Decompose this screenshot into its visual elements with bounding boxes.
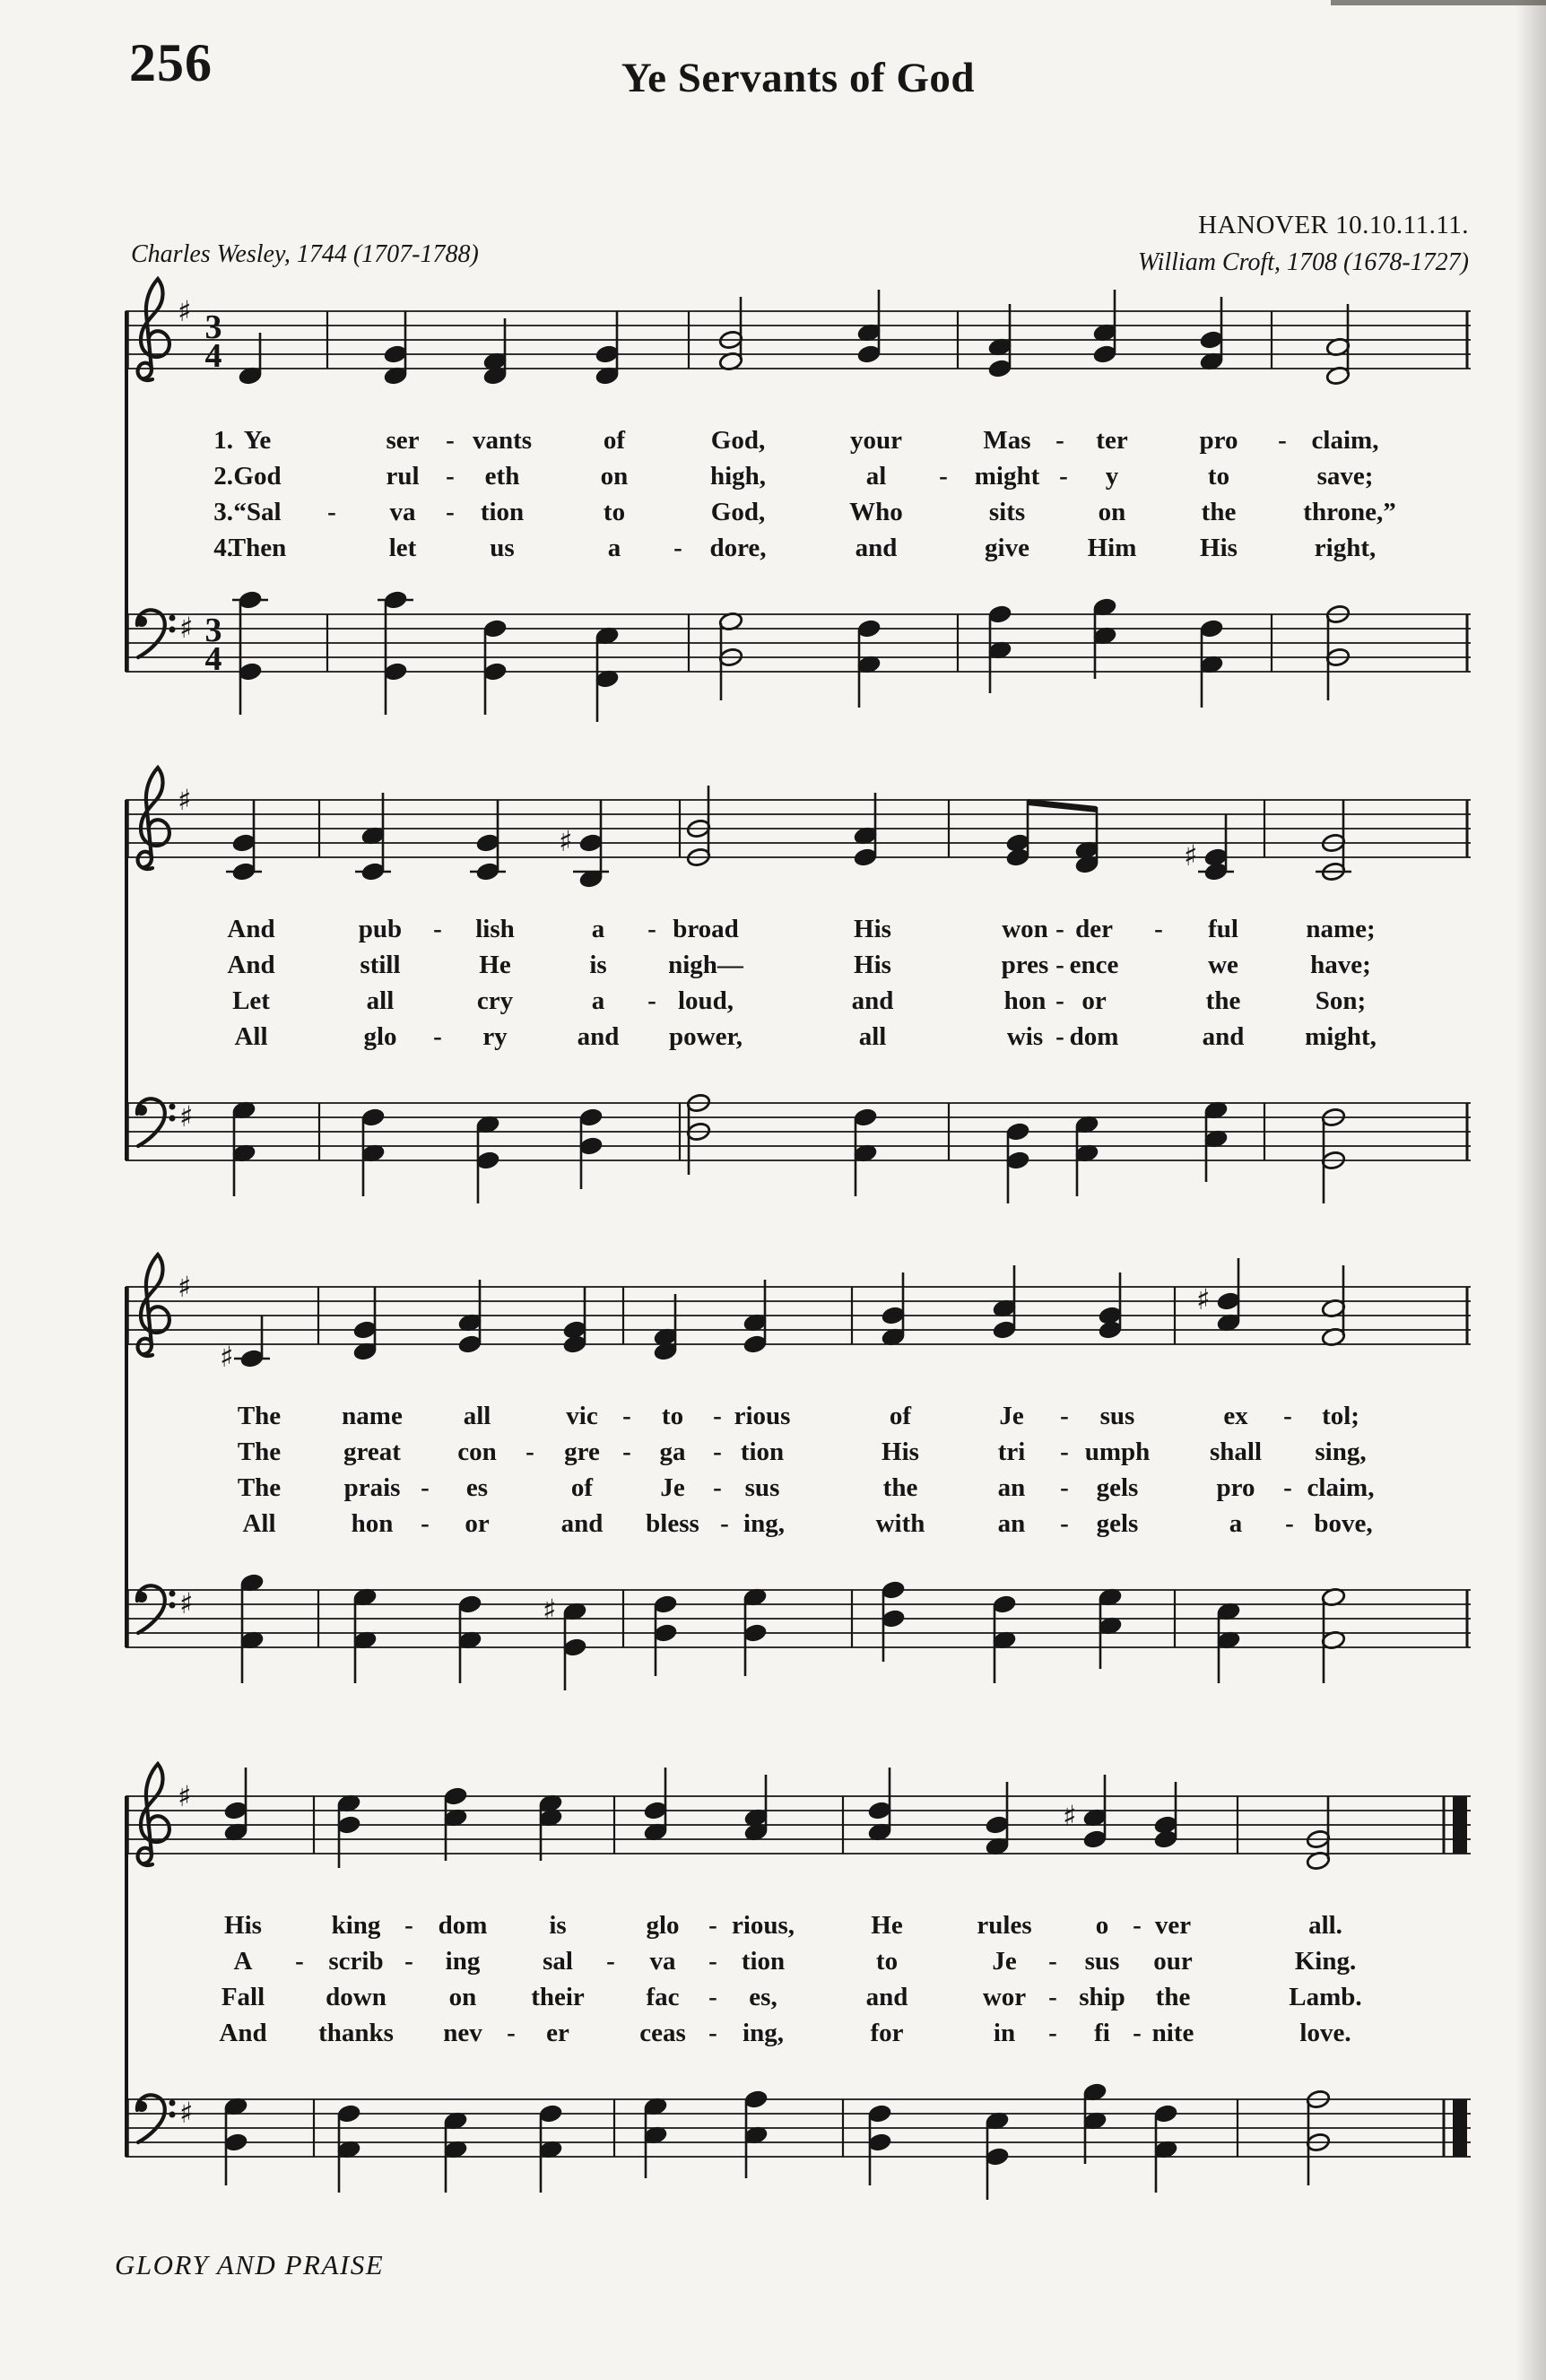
lyric-syllable: glo (646, 1911, 680, 1940)
lyric-syllable: might (974, 462, 1040, 491)
lyric-syllable: on (1098, 498, 1126, 526)
lyric-syllable: Ye (243, 426, 272, 455)
lyric-syllable: claim, (1311, 426, 1379, 455)
lyric-syllable: God, (710, 426, 766, 455)
lyric-syllable: of (889, 1402, 912, 1430)
lyric-syllable: on (448, 1983, 477, 2011)
lyric-syllable: is (589, 951, 607, 979)
treble-clef-icon (138, 279, 169, 380)
lyric-syllable: es (465, 1473, 489, 1502)
lyric-syllable: ex (1223, 1402, 1248, 1430)
lyric-syllable: Then (228, 534, 287, 562)
lyric-syllable: prais (343, 1473, 401, 1502)
lyric-syllable: - (1048, 1983, 1057, 2011)
lyric-syllable: give (985, 534, 1029, 562)
lyric-syllable: rul (386, 462, 420, 491)
lyric-syllable: - (1059, 462, 1068, 491)
bass-staff (126, 569, 1471, 740)
lyric-syllable: ence (1069, 951, 1119, 979)
lyric-syllable: - (1060, 1509, 1069, 1538)
lyric-syllable: - (720, 1509, 729, 1538)
author-credit: Charles Wesley, 1744 (1707-1788) (131, 240, 479, 268)
lyric-syllable: an (997, 1509, 1026, 1538)
final-barline (1453, 2099, 1467, 2157)
lyric-syllable: fi (1094, 2019, 1110, 2047)
lyric-syllable: And (219, 2019, 267, 2047)
lyric-syllable: sing, (1315, 1438, 1367, 1466)
lyric-syllable: tion (480, 498, 525, 526)
lyric-syllable: es, (749, 1983, 777, 2011)
lyric-syllable: all (366, 986, 395, 1015)
lyric-line (126, 1947, 1471, 1983)
lyric-syllable: - (1055, 915, 1064, 943)
lyric-syllable: o (1095, 1911, 1109, 1940)
lyric-syllable: gre (564, 1438, 600, 1466)
lyric-syllable: - (713, 1402, 722, 1430)
lyric-syllable: name (342, 1402, 403, 1430)
lyric-syllable: ceas (639, 2019, 686, 2047)
treble-staff (126, 755, 1471, 925)
lyric-syllable: pres (1001, 951, 1049, 979)
lyric-syllable: ser (386, 426, 420, 455)
lyric-syllable: a (607, 534, 621, 562)
lyric-syllable: Lamb. (1289, 1983, 1362, 2011)
lyric-syllable: vants (472, 426, 533, 455)
lyric-syllable: And (227, 951, 275, 979)
lyric-syllable: the (1205, 986, 1241, 1015)
verse-number: 2. (213, 462, 233, 491)
lyric-line (126, 1473, 1471, 1509)
key-signature-sharp: ♯ (179, 1099, 194, 1134)
lyric-syllable: All (234, 1022, 268, 1051)
lyric-syllable: - (295, 1947, 304, 1976)
lyric-syllable: sits (988, 498, 1026, 526)
lyric-syllable: dore, (709, 534, 767, 562)
lyric-syllable: ship (1079, 1983, 1125, 2011)
lyric-syllable: - (525, 1438, 534, 1466)
lyric-syllable: sus (744, 1473, 780, 1502)
verse-number: 1. (213, 426, 233, 455)
lyric-syllable: their (531, 1983, 585, 2011)
lyric-syllable: A (233, 1947, 253, 1976)
key-signature-sharp: ♯ (178, 1779, 192, 1813)
lyric-syllable: lish (475, 915, 515, 943)
lyric-syllable: - (446, 498, 455, 526)
eighth-note-beam (1028, 799, 1097, 812)
lyric-line (126, 426, 1471, 462)
lyric-syllable: con (457, 1438, 497, 1466)
time-signature-denominator: 4 (204, 640, 222, 678)
lyric-line (126, 1438, 1471, 1473)
lyric-syllable: tion (741, 1947, 786, 1976)
lyric-syllable: - (421, 1509, 430, 1538)
lyric-syllable: your (850, 426, 902, 455)
lyric-syllable: tion (740, 1438, 785, 1466)
lyric-syllable: - (404, 1947, 413, 1976)
lyric-syllable: - (1055, 986, 1064, 1015)
lyric-syllable: - (1285, 1509, 1294, 1538)
page-title: Ye Servants of God (621, 55, 976, 101)
lyric-syllable: all. (1308, 1911, 1342, 1940)
verse-number: 3. (213, 498, 233, 526)
lyric-syllable: dom (1069, 1022, 1119, 1051)
music-system-2 (126, 755, 1471, 1196)
lyric-syllable: - (327, 498, 336, 526)
lyric-line (126, 915, 1471, 951)
lyric-syllable: - (713, 1473, 722, 1502)
lyric-syllable: “Sal (233, 498, 282, 526)
lyric-syllable: - (1283, 1473, 1292, 1502)
lyric-syllable: or (465, 1509, 490, 1538)
lyric-syllable: - (1048, 1947, 1057, 1976)
lyrics-block (126, 1906, 1471, 2054)
lyric-syllable: ry (482, 1022, 508, 1051)
lyric-syllable: - (446, 426, 455, 455)
lyric-syllable: sus (1084, 1947, 1120, 1976)
lyric-syllable: high, (709, 462, 767, 491)
lyric-syllable: pro (1199, 426, 1238, 455)
lyric-syllable: hon (1003, 986, 1047, 1015)
lyric-syllable: a (591, 986, 605, 1015)
treble-clef-icon (138, 1764, 169, 1865)
lyric-syllable: in (993, 2019, 1016, 2047)
lyric-syllable: wor (982, 1983, 1027, 2011)
lyric-syllable: gels (1096, 1473, 1139, 1502)
lyric-syllable: - (708, 1983, 717, 2011)
lyric-syllable: and (560, 1509, 604, 1538)
lyric-syllable: ing (445, 1947, 481, 1976)
lyric-syllable: The (237, 1402, 282, 1430)
lyric-syllable: might, (1305, 1022, 1377, 1051)
lyric-syllable: - (708, 1947, 717, 1976)
lyric-syllable: Let (232, 986, 270, 1015)
lyric-line (126, 498, 1471, 534)
lyric-syllable: us (490, 534, 515, 562)
lyric-syllable: - (708, 2019, 717, 2047)
lyric-syllable: fac (646, 1983, 680, 2011)
lyric-syllable: Fall (221, 1983, 265, 2011)
sharp-accidental: ♯ (1063, 1799, 1077, 1833)
lyric-syllable: der (1075, 915, 1113, 943)
lyric-syllable: sus (1099, 1402, 1135, 1430)
lyric-syllable: - (1154, 915, 1163, 943)
lyric-syllable: throne,” (1303, 498, 1396, 526)
lyric-syllable: to (603, 498, 626, 526)
lyric-syllable: wis (1006, 1022, 1044, 1051)
lyric-syllable: vic (566, 1402, 598, 1430)
music-system-3 (126, 1242, 1471, 1683)
lyric-syllable: shall (1209, 1438, 1263, 1466)
lyric-syllable: - (622, 1438, 631, 1466)
lyric-syllable: - (708, 1911, 717, 1940)
lyric-line (126, 1022, 1471, 1058)
lyric-syllable: umph (1084, 1438, 1151, 1466)
bass-staff (126, 1545, 1471, 1716)
lyric-syllable: His (1200, 534, 1238, 562)
lyric-syllable: - (404, 1911, 413, 1940)
lyric-syllable: bless (646, 1509, 699, 1538)
bass-staff (126, 1058, 1471, 1229)
lyric-syllable: - (647, 986, 656, 1015)
lyric-syllable: an (997, 1473, 1026, 1502)
lyric-line (126, 951, 1471, 986)
lyric-syllable: is (549, 1911, 567, 1940)
key-signature-sharp: ♯ (179, 611, 194, 645)
lyric-line (126, 1509, 1471, 1545)
lyric-syllable: dom (438, 1911, 488, 1940)
lyric-syllable: And (227, 915, 275, 943)
lyric-syllable: God (233, 462, 282, 491)
lyric-syllable: ter (1096, 426, 1128, 455)
sharp-accidental: ♯ (559, 824, 573, 858)
section-footer: GLORY AND PRAISE (115, 2249, 385, 2280)
lyric-syllable: - (1060, 1402, 1069, 1430)
lyric-syllable: ful (1208, 915, 1238, 943)
lyrics-block (126, 421, 1471, 569)
lyric-syllable: broad (673, 915, 739, 943)
lyric-syllable: bove, (1314, 1509, 1373, 1538)
sharp-accidental: ♯ (220, 1340, 234, 1374)
lyric-syllable: claim, (1307, 1473, 1375, 1502)
treble-clef-icon (138, 768, 169, 869)
bass-clef-icon (136, 610, 176, 657)
key-signature-sharp: ♯ (178, 783, 192, 817)
lyric-syllable: to (661, 1402, 684, 1430)
lyric-syllable: sal (543, 1947, 573, 1976)
lyric-syllable: nigh— (668, 951, 743, 979)
lyric-syllable: - (673, 534, 682, 562)
key-signature-sharp: ♯ (178, 294, 192, 328)
lyric-syllable: - (433, 915, 442, 943)
lyric-syllable: His (882, 1438, 919, 1466)
bass-clef-icon (136, 1099, 176, 1146)
sharp-accidental: ♯ (1196, 1282, 1211, 1316)
tune-name: HANOVER 10.10.11.11. (1198, 211, 1469, 239)
lyric-syllable: - (606, 1947, 615, 1976)
sharp-accidental: ♯ (543, 1593, 557, 1627)
lyric-syllable: scrib (328, 1947, 384, 1976)
lyric-line (126, 2019, 1471, 2054)
lyric-line (126, 462, 1471, 498)
lyric-syllable: our (1153, 1947, 1193, 1976)
lyric-syllable: and (1202, 1022, 1245, 1051)
lyric-syllable: - (433, 1022, 442, 1051)
lyric-syllable: - (1048, 2019, 1057, 2047)
lyric-syllable: tol; (1322, 1402, 1359, 1430)
lyric-syllable: - (446, 462, 455, 491)
lyric-syllable: The (237, 1473, 282, 1502)
lyric-syllable: y (1105, 462, 1119, 491)
lyric-syllable: the (1201, 498, 1237, 526)
lyrics-block (126, 1396, 1471, 1545)
lyric-syllable: and (855, 534, 898, 562)
lyric-syllable: - (1283, 1402, 1292, 1430)
treble-clef-icon (138, 1255, 169, 1356)
lyric-syllable: God, (710, 498, 766, 526)
lyric-syllable: love. (1299, 2019, 1351, 2047)
lyric-syllable: - (939, 462, 948, 491)
bass-clef-icon (136, 1585, 176, 1633)
lyric-syllable: on (600, 462, 629, 491)
lyric-syllable: - (421, 1473, 430, 1502)
lyric-syllable: save; (1316, 462, 1374, 491)
lyric-syllable: nite (1151, 2019, 1194, 2047)
lyric-syllable: pub (358, 915, 403, 943)
lyric-syllable: ga (659, 1438, 686, 1466)
lyric-syllable: power, (669, 1022, 743, 1051)
lyric-syllable: al (865, 462, 887, 491)
bass-staff (126, 2054, 1471, 2225)
lyric-syllable: glo (363, 1022, 397, 1051)
lyric-syllable: - (1055, 1022, 1064, 1051)
lyric-syllable: have; (1310, 951, 1371, 979)
lyric-syllable: gels (1096, 1509, 1139, 1538)
lyric-syllable: pro (1216, 1473, 1255, 1502)
key-signature-sharp: ♯ (179, 1586, 194, 1620)
lyric-syllable: great (343, 1438, 401, 1466)
time-signature-numerator: 3 (204, 308, 222, 346)
lyric-syllable: The (237, 1438, 282, 1466)
lyric-syllable: - (1133, 1911, 1142, 1940)
treble-staff (126, 1751, 1471, 1922)
hymn-number: 256 (129, 33, 213, 92)
music-system-1 (126, 266, 1471, 708)
lyric-syllable: ing, (743, 2019, 784, 2047)
treble-staff (126, 1242, 1471, 1412)
lyric-syllable: rious, (731, 1911, 795, 1940)
lyric-syllable: Je (999, 1402, 1024, 1430)
lyric-syllable: - (1055, 426, 1064, 455)
lyric-syllable: cry (476, 986, 514, 1015)
lyric-syllable: a (1229, 1509, 1243, 1538)
lyric-syllable: Je (660, 1473, 685, 1502)
lyric-syllable: to (875, 1947, 899, 1976)
lyric-syllable: eth (484, 462, 520, 491)
lyric-syllable: ing, (743, 1509, 785, 1538)
lyric-syllable: all (858, 1022, 887, 1051)
time-signature-denominator: 4 (204, 337, 222, 375)
lyric-syllable: and (851, 986, 894, 1015)
lyric-line (126, 986, 1471, 1022)
lyric-syllable: - (1278, 426, 1287, 455)
lyric-syllable: with (875, 1509, 925, 1538)
lyric-syllable: - (713, 1438, 722, 1466)
lyric-syllable: King. (1294, 1947, 1357, 1976)
lyric-line (126, 1911, 1471, 1947)
lyric-syllable: won (1002, 915, 1048, 943)
lyric-syllable: or (1081, 986, 1107, 1015)
lyric-line (126, 1402, 1471, 1438)
lyric-syllable: ver (1154, 1911, 1192, 1940)
lyric-syllable: va (389, 498, 416, 526)
key-signature-sharp: ♯ (178, 1270, 192, 1304)
lyric-syllable: to (1207, 462, 1230, 491)
lyric-syllable: tri (997, 1438, 1026, 1466)
lyric-syllable: His (224, 1911, 262, 1940)
lyric-syllable: - (1060, 1438, 1069, 1466)
bass-clef-icon (136, 2095, 176, 2142)
lyric-syllable: va (649, 1947, 676, 1976)
lyric-syllable: of (570, 1473, 594, 1502)
lyric-syllable: Je (992, 1947, 1017, 1976)
lyric-syllable: thanks (318, 2019, 394, 2047)
lyric-syllable: He (479, 951, 511, 979)
key-signature-sharp: ♯ (179, 2096, 194, 2130)
verse-number: 4. (213, 534, 233, 562)
lyric-syllable: All (242, 1509, 276, 1538)
lyric-syllable: Mas (983, 426, 1031, 455)
lyric-syllable: and (577, 1022, 620, 1051)
lyric-syllable: rules (977, 1911, 1032, 1940)
lyric-syllable: name; (1306, 915, 1376, 943)
lyric-syllable: right, (1314, 534, 1377, 562)
lyric-syllable: Son; (1315, 986, 1367, 1015)
lyric-syllable: and (865, 1983, 908, 2011)
lyric-syllable: - (647, 915, 656, 943)
lyric-syllable: His (854, 915, 891, 943)
lyric-syllable: king (331, 1911, 381, 1940)
composer-credit: William Croft, 1708 (1678-1727) (1137, 248, 1469, 276)
lyric-line (126, 534, 1471, 569)
lyric-syllable: rious (734, 1402, 791, 1430)
lyric-syllable: still (360, 951, 401, 979)
treble-staff (126, 266, 1471, 437)
scan-edge-shading (1516, 0, 1546, 2380)
music-system-4 (126, 1751, 1471, 2193)
lyric-syllable: hon (351, 1509, 394, 1538)
lyric-syllable: a (591, 915, 605, 943)
lyric-syllable: er (546, 2019, 569, 2047)
lyric-syllable: - (1055, 951, 1064, 979)
lyric-syllable: for (870, 2019, 904, 2047)
lyric-syllable: loud, (677, 986, 734, 1015)
lyrics-block (126, 909, 1471, 1058)
lyric-syllable: all (463, 1402, 491, 1430)
time-signature-numerator: 3 (204, 612, 222, 649)
lyric-syllable: - (622, 1402, 631, 1430)
lyric-syllable: He (871, 1911, 903, 1940)
lyric-syllable: let (388, 534, 417, 562)
final-barline (1453, 1796, 1467, 1854)
lyric-syllable: the (882, 1473, 918, 1502)
lyric-syllable: Him (1087, 534, 1137, 562)
lyric-syllable: the (1155, 1983, 1191, 2011)
lyric-syllable: down (326, 1983, 386, 2011)
lyric-syllable: of (603, 426, 626, 455)
lyric-syllable: - (507, 2019, 516, 2047)
lyric-line (126, 1983, 1471, 2019)
lyric-syllable: - (1060, 1473, 1069, 1502)
sharp-accidental: ♯ (1184, 838, 1198, 873)
lyric-syllable: - (1133, 2019, 1142, 2047)
lyric-syllable: nev (443, 2019, 482, 2047)
lyric-syllable: His (854, 951, 891, 979)
lyric-syllable: Who (849, 498, 903, 526)
lyric-syllable: we (1208, 951, 1238, 979)
scan-top-edge (1331, 0, 1546, 5)
